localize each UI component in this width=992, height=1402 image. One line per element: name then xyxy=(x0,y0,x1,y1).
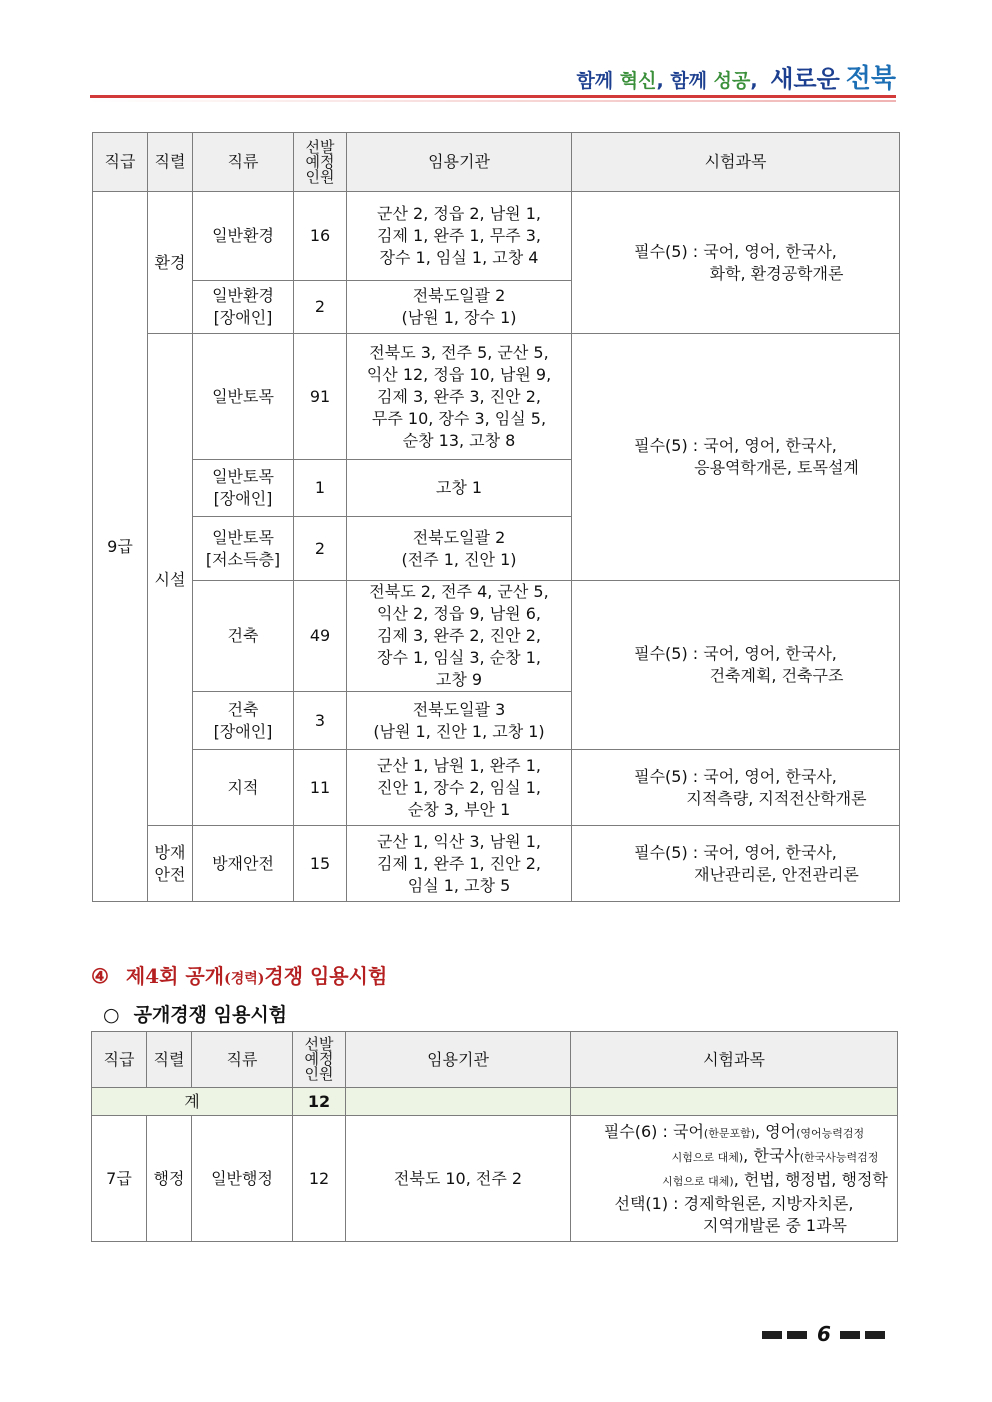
cell-line: 고창 9 xyxy=(435,670,483,689)
header-class: 직류 xyxy=(192,1032,293,1088)
subject-note: (한문포함) xyxy=(703,1126,755,1140)
subject-text: , 헌법, 행정법, 행정학 xyxy=(733,1169,888,1189)
cell-series: 방재 안전 xyxy=(148,826,193,902)
cell-line: 익산 2, 정읍 9, 남원 6, xyxy=(377,604,541,623)
cell-agency xyxy=(347,826,572,902)
cell-subjects xyxy=(572,192,900,334)
cell-count: 16 xyxy=(294,192,347,281)
cell-class xyxy=(193,192,294,281)
table-row xyxy=(93,826,900,902)
row-series: 행정 xyxy=(147,1116,192,1242)
cell-agency xyxy=(347,334,572,460)
cell-count: 3 xyxy=(294,692,347,750)
subsection-label: 공개경쟁 임용시험 xyxy=(133,1004,288,1026)
slogan-part: 새로운 xyxy=(770,65,840,93)
cell-agency xyxy=(347,460,572,517)
subject-line xyxy=(571,1145,897,1169)
subject-line: 응용역학개론, 토목설계 xyxy=(694,458,859,477)
cell-line: 군산 1, 익산 3, 남원 1, xyxy=(377,831,541,851)
cell-line: 순창 3, 부안 1 xyxy=(407,799,511,819)
subject-note: (한국사능력검정 xyxy=(799,1150,879,1164)
cell-line: 김제 3, 완주 2, 진안 2, xyxy=(377,626,541,645)
cell-line: 전북도일괄 2 xyxy=(412,286,506,305)
cell-line: (전주 1, 진안 1) xyxy=(401,549,517,569)
cell-line: 전북도 3, 전주 5, 군산 5, xyxy=(369,342,549,362)
total-count: 12 xyxy=(293,1088,346,1116)
subject-note: 시험으로 대체) xyxy=(662,1174,734,1188)
subsection-mark: ○ xyxy=(103,1004,120,1026)
cell-line: 순창 13, 고창 8 xyxy=(402,430,516,450)
cell-class xyxy=(193,826,294,902)
subject-text: , 한국사 xyxy=(743,1145,800,1165)
section-number: ④ xyxy=(91,964,109,988)
cell-agency xyxy=(347,192,572,281)
row-agency: 전북도 10, 전주 2 xyxy=(346,1116,571,1242)
row-class: 일반행정 xyxy=(192,1116,293,1242)
cell-line: 김제 1, 완주 1, 무주 3, xyxy=(377,226,541,245)
header-class: 직류 xyxy=(193,133,294,192)
subject-note: 시험으로 대체) xyxy=(671,1150,744,1164)
pager-bar-icon xyxy=(865,1331,885,1339)
pager-bar-icon xyxy=(840,1331,860,1339)
slogan-part: 혁신 xyxy=(619,70,657,92)
cell-count: 2 xyxy=(294,281,347,334)
subject-line: 필수(5) : 국어, 영어, 한국사, xyxy=(634,766,837,786)
header-rule xyxy=(90,95,896,98)
cell-series: 시설 xyxy=(148,334,193,826)
slogan-part: , xyxy=(750,70,765,92)
total-agency-empty xyxy=(346,1088,571,1116)
header-series: 직렬 xyxy=(148,133,193,192)
cell-line: 진안 1, 장수 2, 임실 1, xyxy=(377,777,541,797)
table-row xyxy=(93,581,900,692)
cell-count: 11 xyxy=(294,750,347,826)
table-row xyxy=(93,750,900,826)
header-series: 직렬 xyxy=(147,1032,192,1088)
header-selection xyxy=(294,133,347,192)
subject-line: 필수(5) : 국어, 영어, 한국사, xyxy=(634,842,837,862)
header-agency: 임용기관 xyxy=(347,133,572,192)
section-title xyxy=(91,960,387,989)
cell-agency xyxy=(347,581,572,692)
subject-line: 건축계획, 건축구조 xyxy=(709,666,844,685)
subject-line: 필수(5) : 국어, 영어, 한국사, xyxy=(634,644,837,663)
cell-line: 익산 12, 정읍 10, 남원 9, xyxy=(366,364,552,384)
subject-text: 필수(6) : 국어 xyxy=(603,1121,704,1141)
cell-line: 일반토목 xyxy=(212,527,274,547)
page-number: 6 xyxy=(817,1322,831,1346)
slogan-part: , 함께 xyxy=(656,70,714,92)
subject-line: 선택(1) : 경제학원론, 지방자치론, xyxy=(614,1193,854,1213)
slogan-part: 함께 xyxy=(576,70,620,92)
cell-line: 전북도일괄 3 xyxy=(412,699,506,719)
cell-line: 김제 3, 완주 3, 진안 2, xyxy=(377,386,541,406)
slogan-part: 전북 xyxy=(845,64,896,94)
subject-line xyxy=(571,1169,897,1193)
header-rule-shadow xyxy=(90,100,896,102)
recruitment-table-9grade xyxy=(92,132,900,902)
header-slogan xyxy=(576,58,896,95)
header-selection-line: 인원 xyxy=(304,1065,334,1083)
cell-line: [저소득층] xyxy=(205,549,281,569)
subject-line: 필수(5) : 국어, 영어, 한국사, xyxy=(634,436,837,455)
cell-count: 2 xyxy=(294,517,347,581)
cell-class xyxy=(193,281,294,334)
header-selection-line: 선발 xyxy=(305,137,335,156)
total-subjects-empty xyxy=(571,1088,898,1116)
cell-line: 방재안전 xyxy=(212,853,274,873)
cell-line: 일반토목 xyxy=(212,386,274,406)
cell-count: 49 xyxy=(294,581,347,692)
cell-line: [장애인] xyxy=(213,721,273,741)
subject-line: 재난관리론, 안전관리론 xyxy=(694,864,859,884)
cell-subjects xyxy=(572,581,900,750)
cell-class xyxy=(193,692,294,750)
cell-class xyxy=(193,334,294,460)
row-count: 12 xyxy=(293,1116,346,1242)
subject-text: , 영어 xyxy=(755,1121,797,1141)
cell-agency xyxy=(347,517,572,581)
cell-agency xyxy=(347,750,572,826)
slogan-part: 성공 xyxy=(713,70,751,92)
cell-line: 장수 1, 임실 1, 고창 4 xyxy=(379,248,539,267)
cell-class xyxy=(193,581,294,692)
header-selection-line: 예정 xyxy=(305,152,335,171)
header-grade: 직급 xyxy=(93,133,148,192)
cell-line: 일반환경 xyxy=(212,226,274,245)
recruitment-table-7grade xyxy=(91,1031,898,1242)
header-selection xyxy=(293,1032,346,1088)
cell-class xyxy=(193,460,294,517)
subject-note: (영어능력검정 xyxy=(796,1126,865,1140)
subject-line: 지적측량, 지적전산학개론 xyxy=(686,788,867,808)
subject-line xyxy=(571,1121,897,1145)
header-selection-line: 예정 xyxy=(304,1050,334,1068)
cell-count: 1 xyxy=(294,460,347,517)
cell-line: (남원 1, 진안 1, 고창 1) xyxy=(373,721,545,741)
row-subjects xyxy=(571,1116,898,1242)
table-row xyxy=(93,192,900,281)
cell-line: 건축 xyxy=(227,699,259,719)
section-title-part1: 제4회 공개 xyxy=(125,964,225,988)
cell-count: 91 xyxy=(294,334,347,460)
cell-line: 전북도 2, 전주 4, 군산 5, xyxy=(369,582,549,601)
cell-line: 군산 1, 남원 1, 완주 1, xyxy=(377,755,541,775)
cell-class xyxy=(193,750,294,826)
cell-line: [장애인] xyxy=(213,489,273,508)
pager-bar-icon xyxy=(762,1331,782,1339)
cell-line: 김제 1, 완주 1, 진안 2, xyxy=(377,853,541,873)
header-selection-line: 선발 xyxy=(304,1035,334,1053)
section-title-part3: 경쟁 임용시험 xyxy=(264,964,388,988)
cell-line: 군산 2, 정읍 2, 남원 1, xyxy=(377,204,541,223)
cell-agency xyxy=(347,281,572,334)
header-subjects: 시험과목 xyxy=(571,1032,898,1088)
cell-line: 임실 1, 고창 5 xyxy=(407,875,511,895)
cell-series: 환경 xyxy=(148,192,193,334)
header-subjects: 시험과목 xyxy=(572,133,900,192)
subject-line: 필수(5) : 국어, 영어, 한국사, xyxy=(634,241,837,261)
cell-line: [장애인] xyxy=(213,308,273,327)
cell-line: 일반토목 xyxy=(212,467,274,486)
subject-line: 화학, 환경공학개론 xyxy=(709,263,844,283)
header-selection-line: 인원 xyxy=(305,167,335,186)
total-label: 계 xyxy=(92,1088,293,1116)
cell-line: 전북도일괄 2 xyxy=(412,527,506,547)
cell-subjects xyxy=(572,750,900,826)
cell-line: 무주 10, 장수 3, 임실 5, xyxy=(371,408,547,428)
cell-line: (남원 1, 장수 1) xyxy=(401,308,517,327)
row-grade: 7급 xyxy=(92,1116,147,1242)
cell-line: 건축 xyxy=(227,626,259,645)
subsection-title xyxy=(103,1000,287,1027)
cell-line: 일반환경 xyxy=(212,286,274,305)
cell-grade: 9급 xyxy=(93,192,148,902)
pager-bar-icon xyxy=(787,1331,807,1339)
cell-count: 15 xyxy=(294,826,347,902)
cell-class xyxy=(193,517,294,581)
cell-line: 장수 1, 임실 3, 순창 1, xyxy=(377,648,541,667)
cell-line: 지적 xyxy=(227,777,259,797)
cell-subjects xyxy=(572,826,900,902)
section-title-paren: (경력) xyxy=(224,971,265,987)
header-agency: 임용기관 xyxy=(346,1032,571,1088)
cell-line: 고창 1 xyxy=(435,478,483,497)
subject-line: 지역개발론 중 1과목 xyxy=(703,1215,847,1235)
table-row xyxy=(93,334,900,460)
cell-agency xyxy=(347,692,572,750)
cell-subjects xyxy=(572,334,900,581)
header-grade: 직급 xyxy=(92,1032,147,1088)
